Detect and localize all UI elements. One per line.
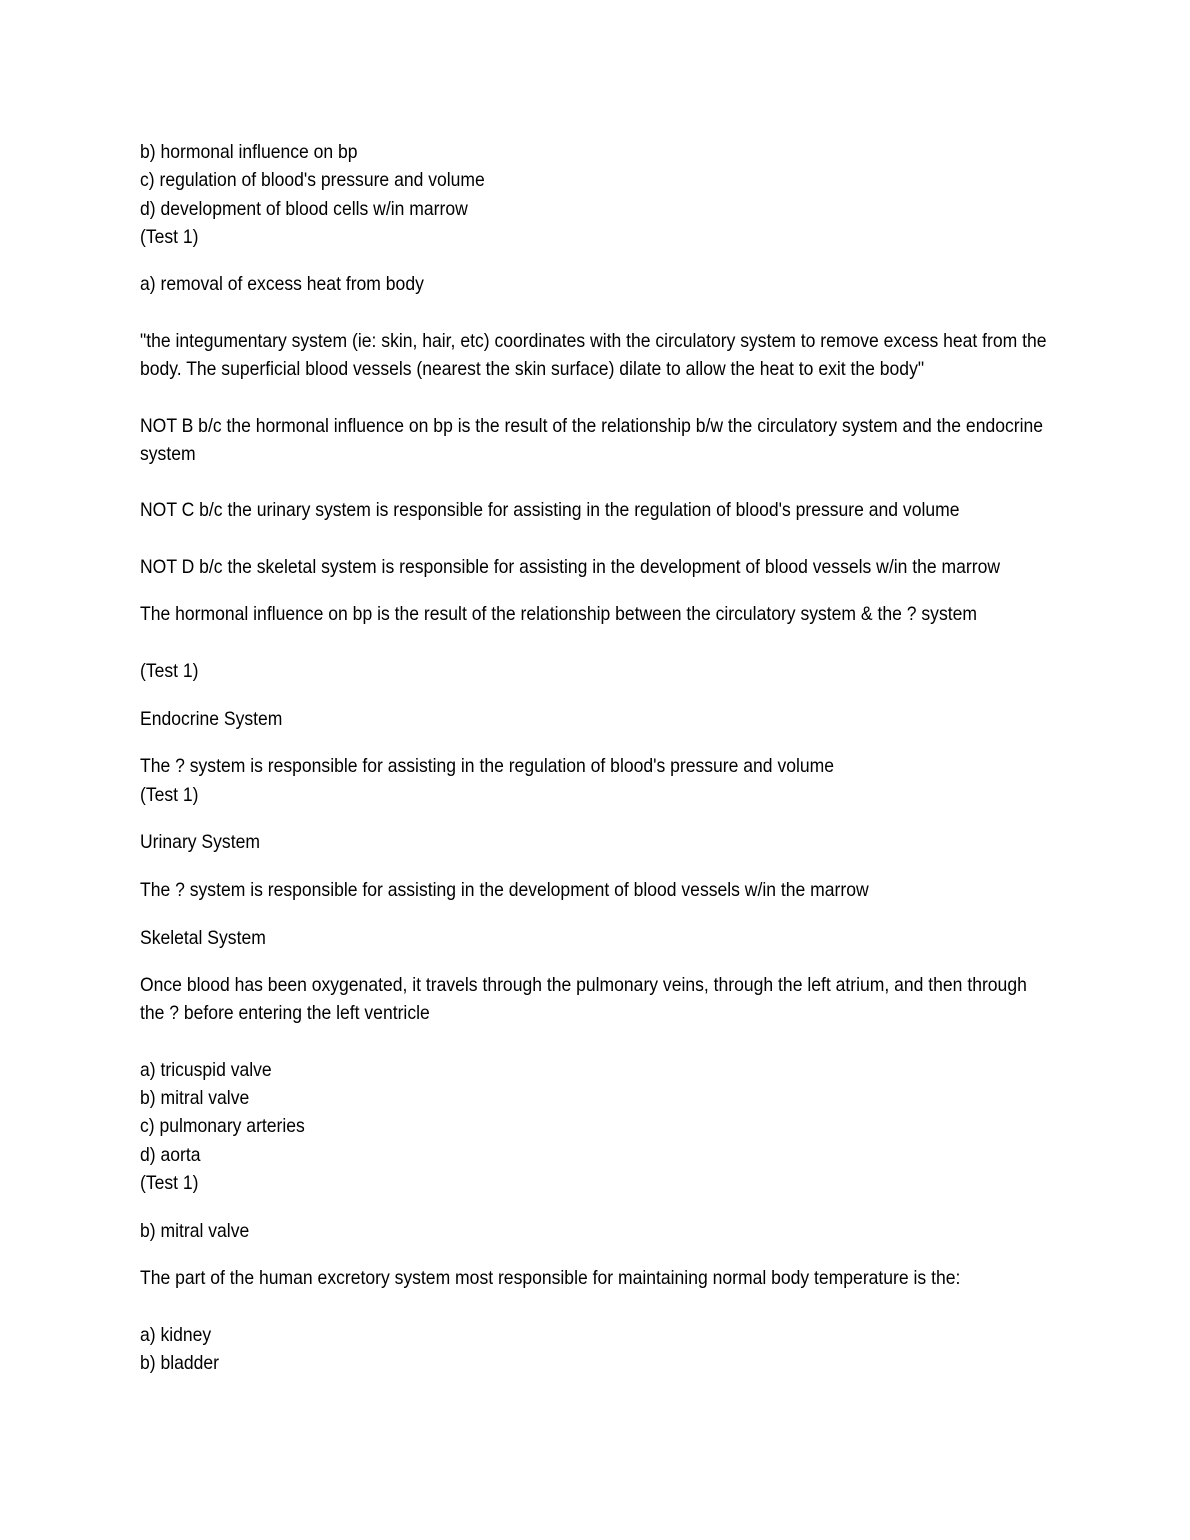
question-line: Once blood has been oxygenated, it travels through the pulmonary veins, through the left atrium, and then through <box>140 974 1027 996</box>
option-line: b) bladder <box>140 1352 220 1374</box>
option-line: a) tricuspid valve <box>140 1059 272 1081</box>
option-line: a) kidney <box>140 1324 212 1346</box>
explanation-line: "the integumentary system (ie: skin, hair, etc) coordinates with the circulatory system to remove excess heat from the <box>140 330 1047 352</box>
question-line: The hormonal influence on bp is the result of the relationship between the circulatory system & the ? system <box>140 603 977 625</box>
answer-line: Endocrine System <box>140 708 283 730</box>
question-line: The part of the human excretory system most responsible for maintaining normal body temperature is the: <box>140 1267 961 1289</box>
explanation-line: system <box>140 443 196 465</box>
explanation-line: NOT C b/c the urinary system is responsible for assisting in the regulation of blood's pressure and volume <box>140 499 960 521</box>
option-line: b) mitral valve <box>140 1087 250 1109</box>
answer-line: Skeletal System <box>140 927 266 949</box>
option-line: d) aorta <box>140 1144 201 1166</box>
answer-line: a) removal of excess heat from body <box>140 273 424 295</box>
question-line: The ? system is responsible for assisting in the regulation of blood's pressure and volume <box>140 755 835 777</box>
answer-line: b) mitral valve <box>140 1220 250 1242</box>
explanation-line: body. The superficial blood vessels (nearest the skin surface) dilate to allow the heat to exit the body" <box>140 358 925 380</box>
test-tag: (Test 1) <box>140 784 199 806</box>
option-line: d) development of blood cells w/in marrow <box>140 198 468 220</box>
option-line: c) pulmonary arteries <box>140 1115 305 1137</box>
test-tag: (Test 1) <box>140 660 199 682</box>
question-line: the ? before entering the left ventricle <box>140 1002 430 1024</box>
test-tag: (Test 1) <box>140 1172 199 1194</box>
answer-line: Urinary System <box>140 831 260 853</box>
question-line: The ? system is responsible for assisting in the development of blood vessels w/in the marrow <box>140 879 869 901</box>
option-line: c) regulation of blood's pressure and volume <box>140 169 485 191</box>
test-tag: (Test 1) <box>140 226 199 248</box>
explanation-line: NOT D b/c the skeletal system is responsible for assisting in the development of blood vessels w/in the marrow <box>140 556 1001 578</box>
explanation-line: NOT B b/c the hormonal influence on bp is the result of the relationship b/w the circulatory system and the endocrine <box>140 415 1044 437</box>
option-line: b) hormonal influence on bp <box>140 141 358 163</box>
